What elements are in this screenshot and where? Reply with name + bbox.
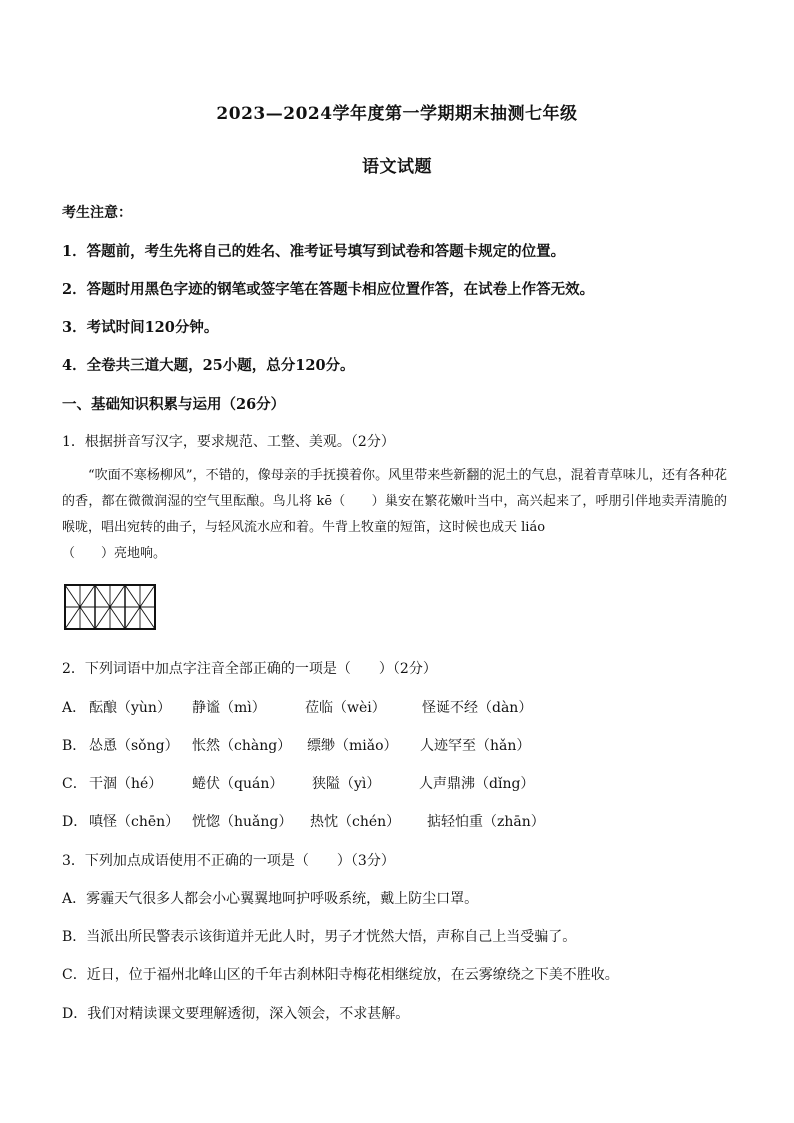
passage-text: “吹面不寒杨柳风”，不错的，像母亲的手抚摸着你。风里带来些新翻的泥土的气息，混着青草味儿，还有各种花的香，都在微微润湿的空气里酝酿。鸟儿将 kē（ ）巢安在繁花嫩叶当中，高兴起来了，呼朋引伴地卖弄清脆的喉咙，唱出宛转的曲子，与轻风流水应和着。牛背上牧童的短笛，这时候也成天 liáo: [62, 468, 727, 535]
option-word: 蜷伏（quán）: [192, 776, 284, 792]
question-3-stem: 3．下列加点成语使用不正确的一项是（ ）（3分）: [62, 853, 395, 869]
notice-item-3: 3．考试时间120分钟。: [62, 319, 219, 336]
question-2-stem: 2．下列词语中加点字注音全部正确的一项是（ ）（2分）: [62, 661, 437, 677]
notice-item-4: 4．全卷共三道大题，25小题，总分120分。: [62, 357, 355, 374]
option-letter: B．: [62, 738, 87, 754]
section-1-heading: 一、基础知识积累与运用（26分）: [62, 396, 286, 413]
option-letter: C．: [62, 776, 87, 792]
option-word: 狭隘（yì）: [312, 776, 381, 792]
option-word: 掂轻怕重（zhān）: [427, 814, 545, 830]
writing-grid[interactable]: [64, 584, 156, 630]
option-word: 缥缈（miǎo）: [307, 738, 398, 754]
exam-subtitle: 语文试题: [362, 157, 432, 177]
option-word: 热忱（chén）: [310, 814, 401, 830]
notice-item-1: 1．答题前，考生先将自己的姓名、准考证号填写到试卷和答题卡规定的位置。: [62, 243, 566, 260]
option-b[interactable]: B．当派出所民警表示该街道并无此人时，男子才恍然大悟，声称自己上当受骗了。: [62, 929, 577, 945]
option-word: 怂恿（sǒng）: [89, 738, 179, 754]
option-word: 静谧（mì）: [192, 700, 266, 716]
option-letter: D．: [62, 814, 88, 830]
option-word: 嗔怪（chēn）: [89, 814, 180, 830]
option-a[interactable]: A．雾霾天气很多人都会小心翼翼地呵护呼吸系统，戴上防尘口罩。: [62, 891, 479, 907]
option-word: 干涸（hé）: [89, 776, 163, 792]
option-word: 怪诞不经（dàn）: [422, 700, 533, 716]
option-c[interactable]: C．近日，位于福州北峰山区的千年古刹林阳寺梅花相继绽放，在云雾缭绕之下美不胜收。: [62, 967, 619, 983]
option-word: 莅临（wèi）: [305, 700, 386, 716]
notice-heading: 考生注意：: [62, 205, 132, 221]
option-word: 人声鼎沸（dǐng）: [419, 776, 535, 792]
option-word: 恍惚（huǎng）: [192, 814, 293, 830]
exam-title: 2023—2024学年度第一学期期末抽测七年级: [216, 104, 578, 124]
option-word: 酝酿（yùn）: [89, 700, 171, 716]
option-word: 人迹罕至（hǎn）: [420, 738, 531, 754]
question-1-passage: [62, 463, 727, 567]
option-word: 怅然（chàng）: [192, 738, 292, 754]
question-1-stem: 1．根据拼音写汉字，要求规范、工整、美观。（2分）: [62, 434, 395, 450]
notice-item-2: 2．答题时用黑色字迹的钢笔或签字笔在答题卡相应位置作答，在试卷上作答无效。: [62, 281, 595, 298]
option-letter: A．: [62, 700, 87, 716]
option-d[interactable]: D．我们对精读课文要理解透彻，深入领会，不求甚解。: [62, 1006, 410, 1022]
passage-text-continued: （ ）亮地响。: [62, 546, 167, 561]
